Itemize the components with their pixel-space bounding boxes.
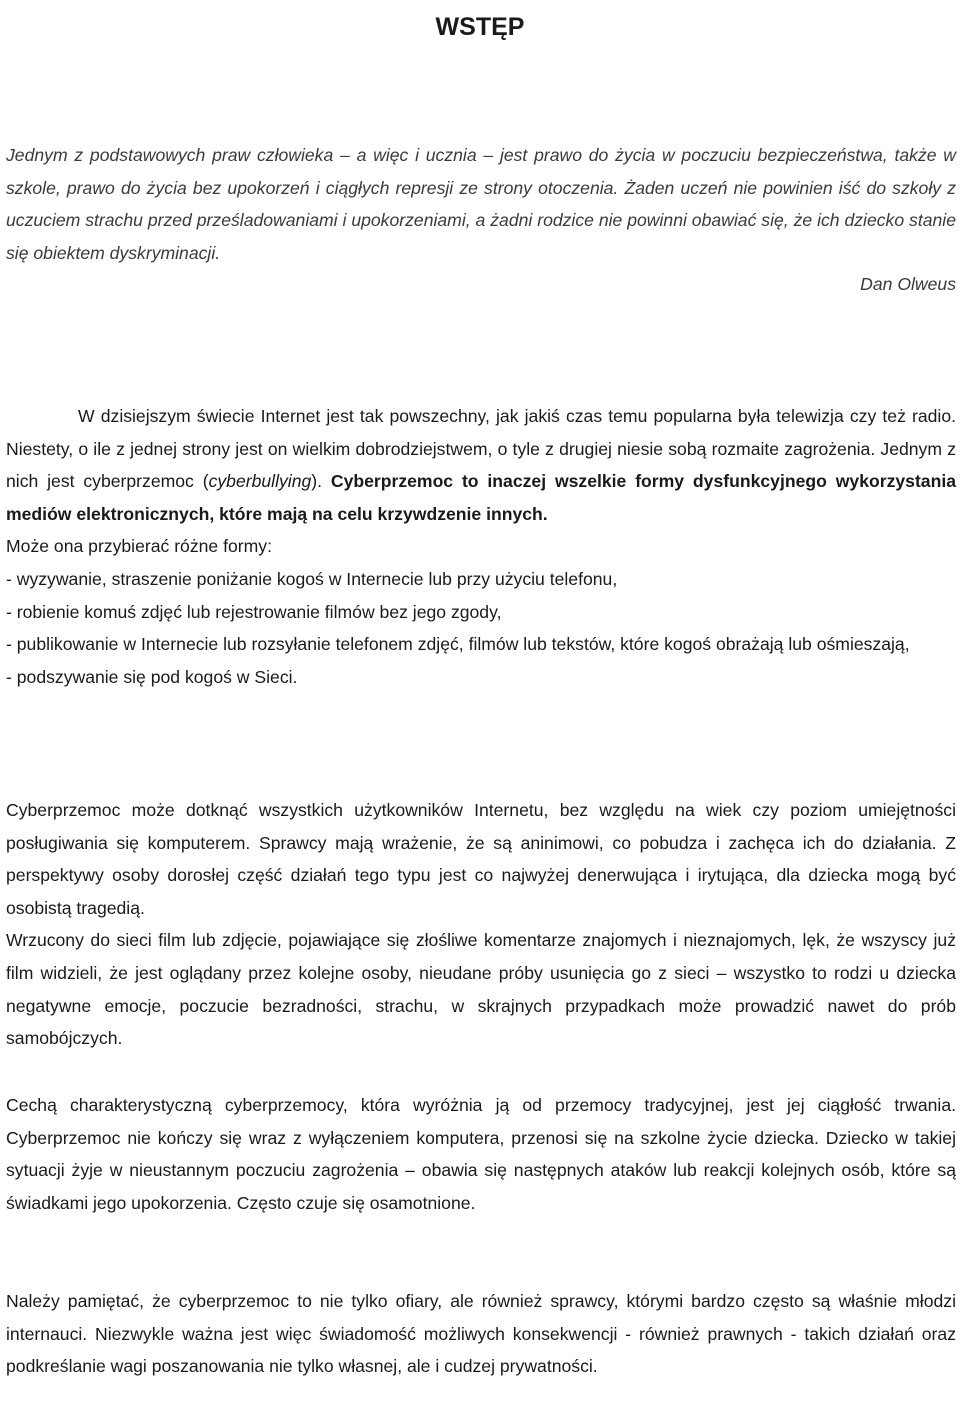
form-item-4: - podszywanie się pod kogoś w Sieci. — [6, 666, 298, 687]
form-item-2: - robienie komuś zdjęć lub rejestrowanie filmów bez jego zgody, — [6, 601, 502, 622]
epigraph-author: Dan Olweus — [860, 274, 956, 294]
form-item-3: - publikowanie w Internecie lub rozsyłanie telefonem zdjęć, filmów lub tekstów, które kogoś obrażają lub ośmieszają, — [6, 634, 910, 655]
page-title: WSTĘP — [435, 12, 525, 41]
paragraph: Należy pamiętać, że cyberprzemoc to nie tylko ofiary, ale również sprawcy, którymi bardzo często są właśnie młodzi internauci. Niezwykle ważna jest więc świadomość możliwych konsekwencji - również prawnych - takich działań oraz podkreślanie wagi poszanowania nie tylko własnej, ale i cudzej prywatności. — [6, 1291, 956, 1377]
paragraph-text: Cyberprzemoc może dotknąć wszystkich użytkowników Internetu, bez względu na wiek czy poziom umiejętności posługiwania się komputerem. Sprawcy mają wrażenie, że są aninimowi, co pobudza i zachęca ich do działania. Z perspektywy osoby dorosłej część działań tego typu jest co najwyżej denerwująca i irytująca, dla dziecka mogą być osobistą tragedią. — [6, 800, 956, 918]
paragraph — [6, 794, 956, 1055]
epigraph-quote: Jednym z podstawowych praw człowieka – a więc i ucznia – jest prawo do życia w poczuciu bezpieczeństwa, także w szkole, prawo do życia bez upokorzeń i ciągłych represji ze strony otoczenia. Żaden uczeń nie powinien iść do szkoły z uczuciem strachu przed prześladowaniami i upokorzeniami, a żadni rodzice nie powinni obawiać się, że ich dziecko stanie się obiektem dyskryminacji. — [6, 145, 956, 263]
paragraph: Cechą charakterystyczną cyberprzemocy, która wyróżnia ją od przemocy tradycyjnej, jest jej ciągłość trwania. Cyberprzemoc nie kończy się wraz z wyłączeniem komputera, przenosi się na szkolne życie dziecka. Dziecko w takiej sytuacji żyje w nieustannym poczuciu zagrożenia – obawia się następnych ataków lub reakcji kolejnych osób, które są świadkami jego upokorzenia. Często czuje się osamotnione. — [6, 1095, 956, 1213]
intro-text-end: ). — [311, 471, 323, 492]
form-item-1: - wyzywanie, straszenie poniżanie kogoś w Internecie lub przy użyciu telefonu, — [6, 568, 618, 589]
paragraph-text: Wrzucony do sieci film lub zdjęcie, pojawiające się złośliwe komentarze znajomych i nieznajomych, lęk, że wszyscy już film widzieli, że jest oglądany przez kolejne osoby, nieudane próby usunięcia go z sieci – wszystko to rodzi u dziecka negatywne emocje, poczucie bezradności, strachu, w skrajnych przypadkach może prowadzić nawet do prób samobójczych. — [6, 930, 956, 1049]
intro-text: W dzisiejszym świecie Internet jest tak powszechny, jak jakiś czas temu popularna była telewizja czy też radio. Niestety, o ile z jednej strony jest on wielkim dobrodziejstwem, o tyle z drugiej niesie sobą rozmaite zagrożenia. Jednym z nich jest cyberprzemoc ( — [6, 406, 956, 492]
intro-section — [6, 400, 956, 693]
cyberbullying-definition: Cyberprzemoc to inaczej wszelkie formy dysfunkcyjnego wykorzystania mediów elektronicznych, które mają na celu krzywdzenie innych. — [6, 471, 957, 524]
forms-intro: Może ona przybierać różne formy: — [6, 536, 272, 557]
intro-term: cyberbullying — [208, 471, 312, 492]
